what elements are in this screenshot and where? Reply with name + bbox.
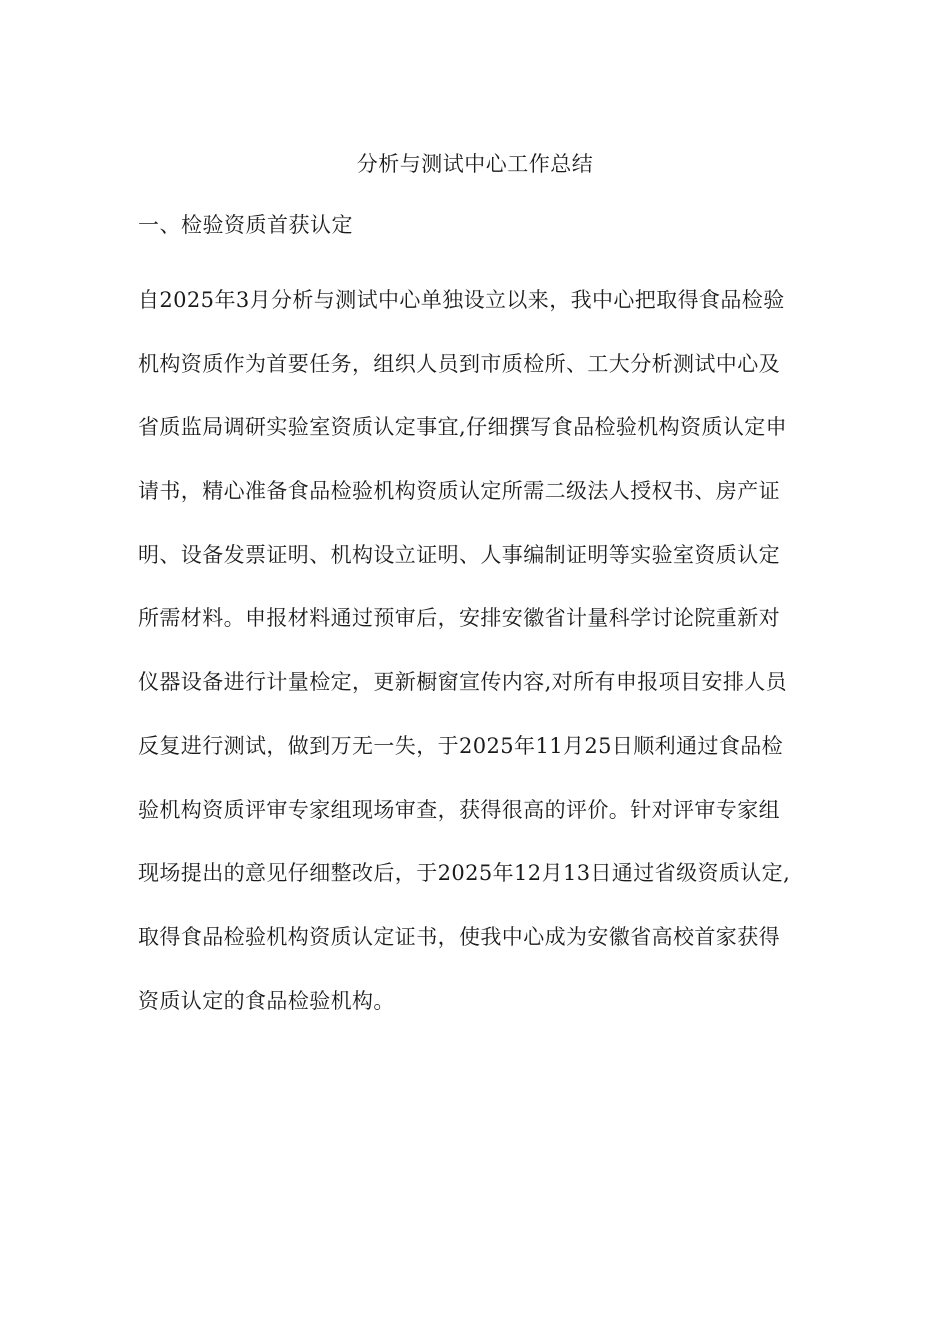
body-line: 资质认定的食品检验机构。 [138, 988, 395, 1013]
body-line: 省质监局调研实验室资质认定事宜,仔细撰写食品检验机构资质认定申 [138, 415, 788, 440]
body-paragraph [138, 286, 828, 1050]
section-heading: 一、检验资质首获认定 [138, 213, 353, 237]
body-line: 取得食品检验机构资质认定证书，使我中心成为安徽省高校首家获得 [138, 924, 780, 949]
body-line: 反复进行测试，做到万无一失，于2025年11月25日顺利通过食品检 [138, 733, 784, 758]
body-line: 现场提出的意见仔细整改后，于2025年12月13日通过省级资质认定, [138, 861, 791, 886]
body-line: 明、设备发票证明、机构设立证明、人事编制证明等实验室资质认定 [138, 542, 780, 567]
body-line: 请书，精心准备食品检验机构资质认定所需二级法人授权书、房产证 [138, 479, 780, 504]
body-line: 自2025年3月分析与测试中心单独设立以来，我中心把取得食品检验 [138, 288, 785, 312]
body-line: 验机构资质评审专家组现场审查，获得很高的评价。针对评审专家组 [138, 797, 780, 822]
body-line: 所需材料。申报材料通过预审后，安排安徽省计量科学讨论院重新对 [138, 606, 780, 631]
body-line: 机构资质作为首要任务，组织人员到市质检所、工大分析测试中心及 [138, 351, 780, 376]
document-title: 分析与测试中心工作总结 [356, 152, 594, 176]
body-line: 仪器设备进行计量检定，更新橱窗宣传内容,对所有申报项目安排人员 [138, 670, 788, 695]
